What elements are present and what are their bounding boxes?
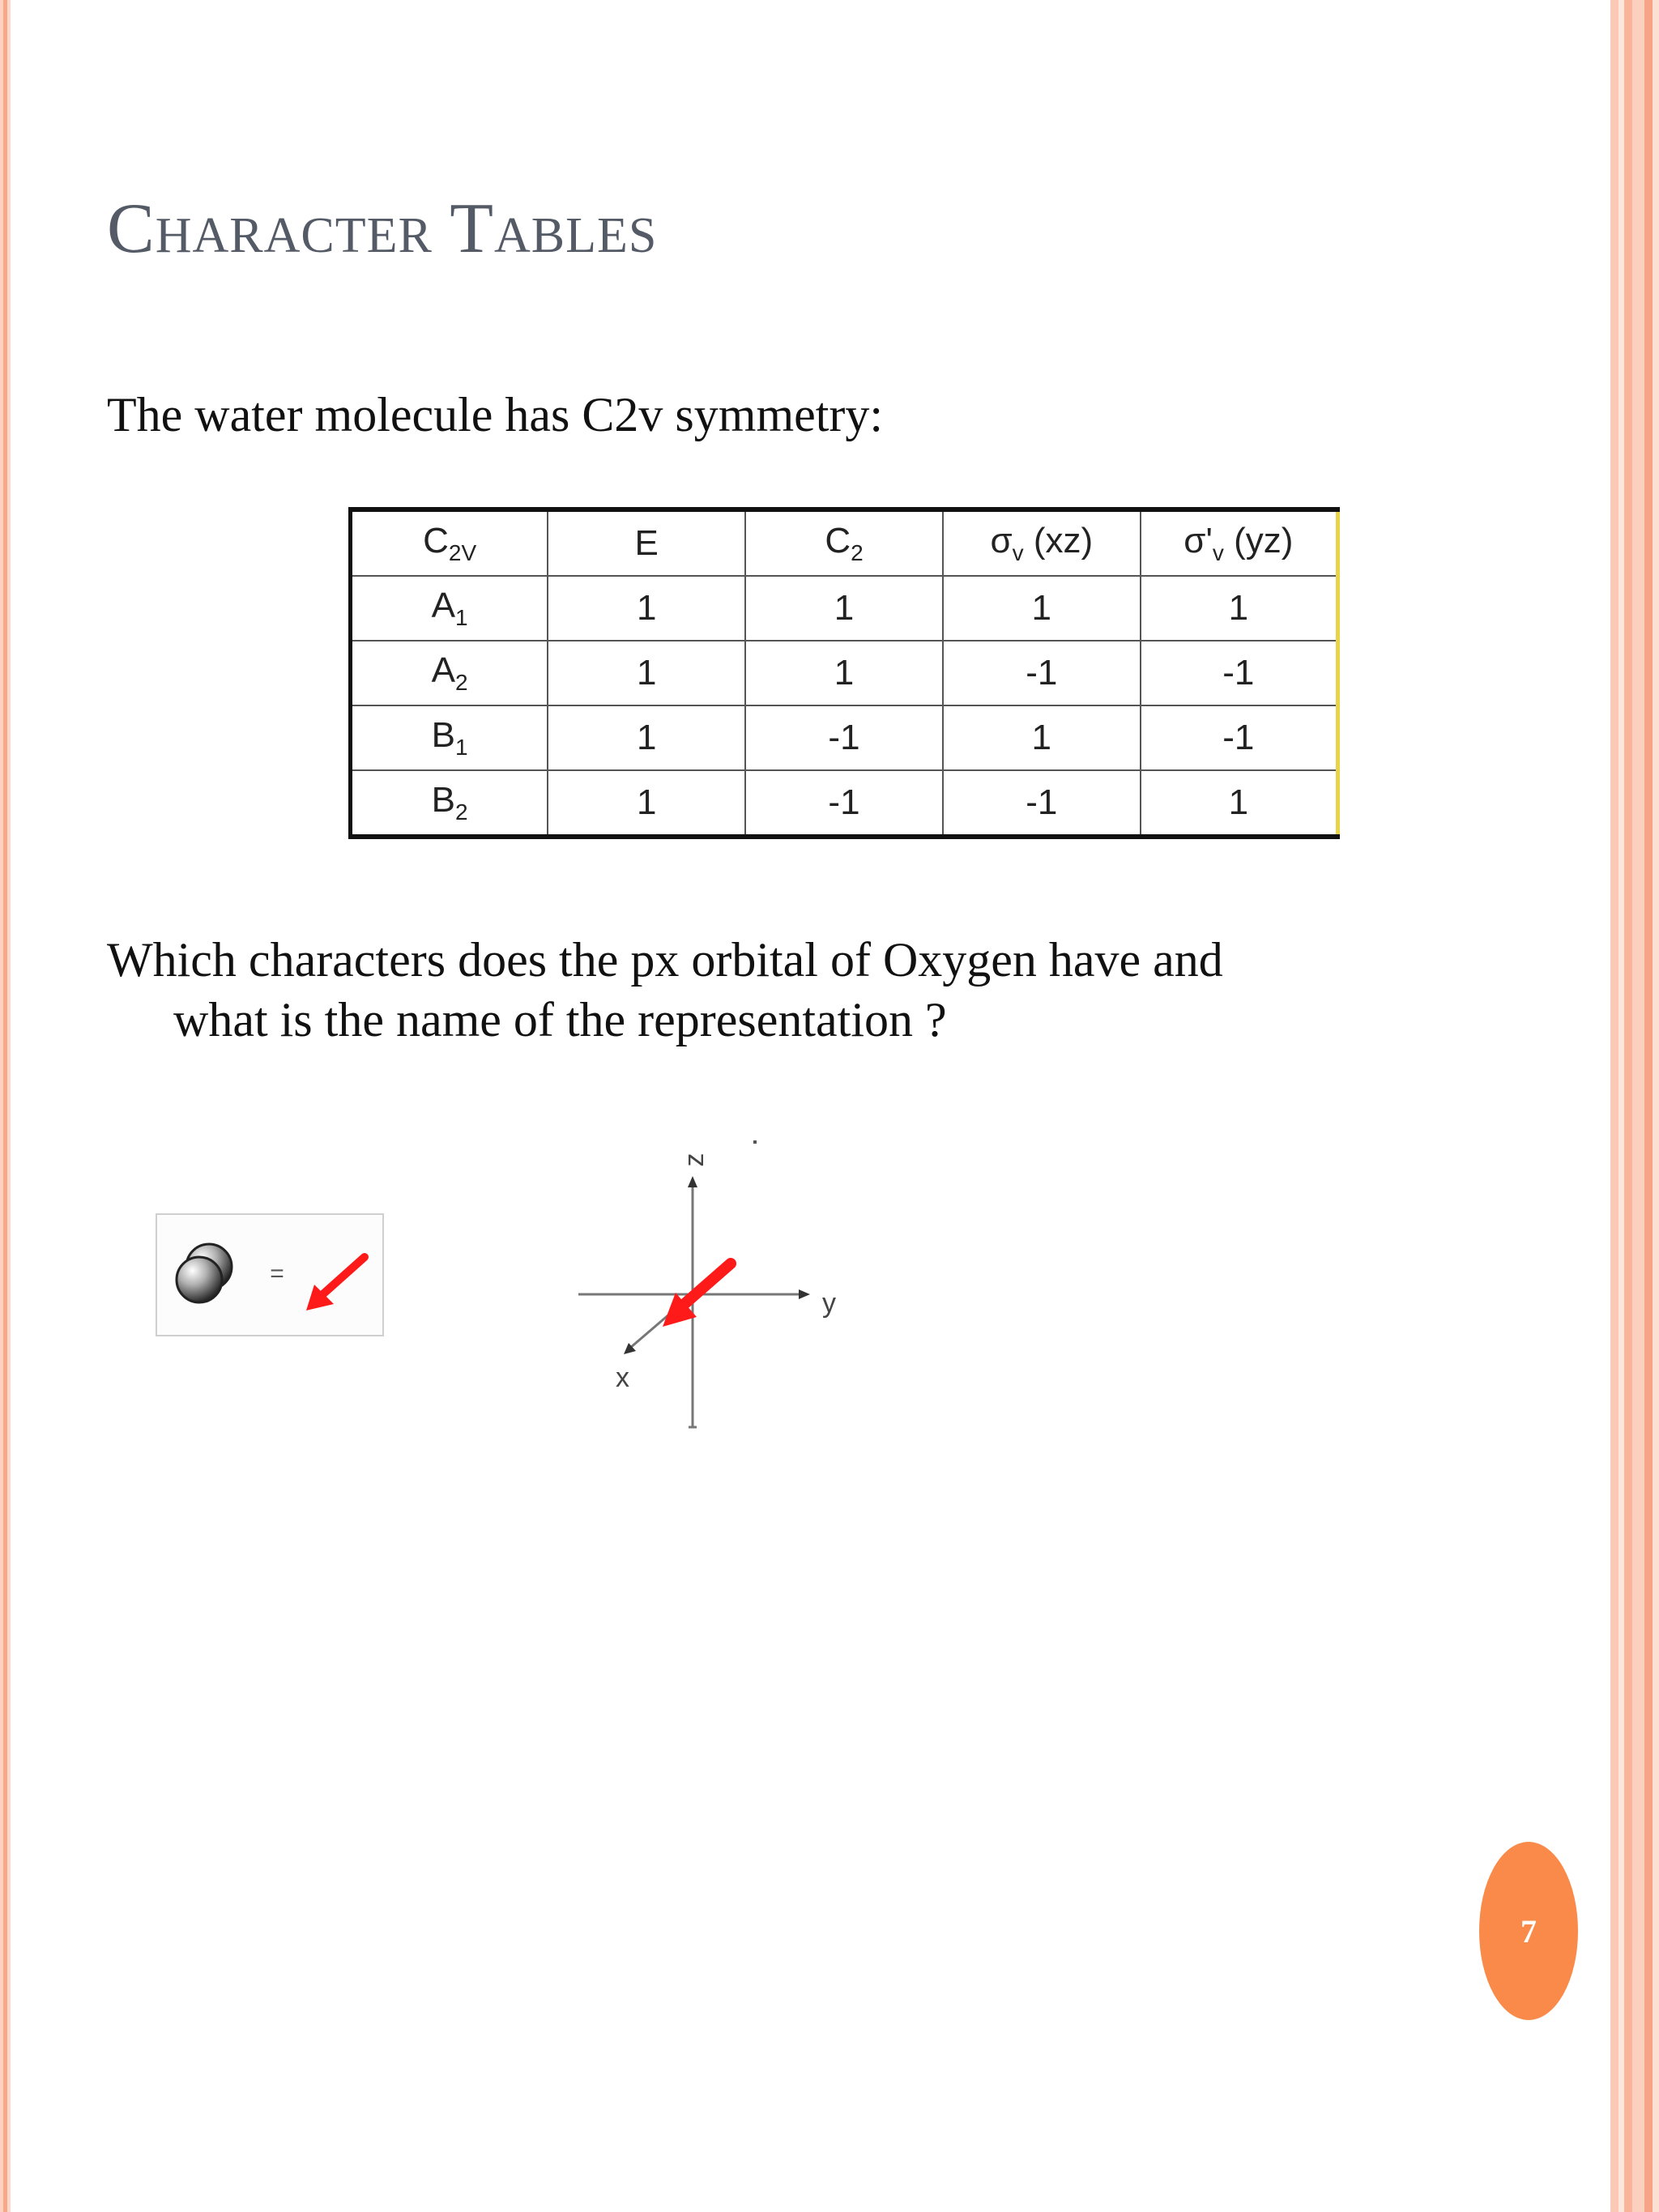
table-cell: 1 xyxy=(548,641,745,705)
group-header: $C_{2V}$ xyxy=(351,509,548,576)
question-line-2: what is the name of the representation ? xyxy=(173,993,947,1046)
table-cell: -1 xyxy=(745,770,943,837)
irrep-label: $B_1$ xyxy=(351,705,548,770)
table-row xyxy=(351,641,1338,705)
left-decorative-border xyxy=(0,0,11,2212)
table-cell: 1 xyxy=(1141,770,1338,837)
table-cell: -1 xyxy=(1141,641,1338,705)
question-text xyxy=(107,930,1468,1050)
page-number-badge: 7 xyxy=(1479,1842,1578,2020)
table-cell: 1 xyxy=(1141,576,1338,641)
table-cell: -1 xyxy=(943,641,1141,705)
column-header: $C_2$ xyxy=(745,509,943,576)
table-cell: 1 xyxy=(548,705,745,770)
table-header-row xyxy=(351,509,1338,576)
irrep-label: $A_2$ xyxy=(351,641,548,705)
z-axis-arrowhead xyxy=(688,1176,697,1187)
table-cell: 1 xyxy=(745,641,943,705)
question-line-1: Which characters does the px orbital of Oxygen have and xyxy=(107,933,1223,987)
column-header: E xyxy=(548,509,745,576)
table-cell: 1 xyxy=(548,770,745,837)
table-row xyxy=(351,770,1338,837)
table-row xyxy=(351,705,1338,770)
slide-title: Character Tables xyxy=(107,190,658,268)
table-cell: 1 xyxy=(548,576,745,641)
table-cell: 1 xyxy=(745,576,943,641)
table-cell: 1 xyxy=(943,576,1141,641)
orbital-legend-box xyxy=(156,1213,384,1336)
table-cell: -1 xyxy=(745,705,943,770)
red-arrow-icon xyxy=(306,1257,365,1311)
orbital-legend xyxy=(157,1215,382,1335)
coordinate-axes xyxy=(559,1118,883,1442)
equals-sign: = xyxy=(270,1260,284,1287)
table-row xyxy=(351,576,1338,641)
table-cell: -1 xyxy=(943,770,1141,837)
y-axis-arrowhead xyxy=(799,1289,810,1299)
irrep-label: $B_2$ xyxy=(351,770,548,837)
y-axis-label: y xyxy=(822,1288,836,1319)
table-cell: 1 xyxy=(943,705,1141,770)
right-decorative-border xyxy=(1578,0,1659,2212)
x-axis-label: x xyxy=(616,1362,629,1393)
column-header: $\sigma'_v$ (yz) xyxy=(1141,509,1338,576)
atom-sphere-icon xyxy=(177,1244,232,1302)
z-axis-label: z xyxy=(679,1153,710,1167)
character-table xyxy=(348,507,1340,839)
irrep-label: $A_1$ xyxy=(351,576,548,641)
column-header: $\sigma_v$ (xz) xyxy=(943,509,1141,576)
stray-mark xyxy=(753,1140,757,1144)
intro-text: The water molecule has C2v symmetry: xyxy=(107,388,884,441)
table-cell: -1 xyxy=(1141,705,1338,770)
